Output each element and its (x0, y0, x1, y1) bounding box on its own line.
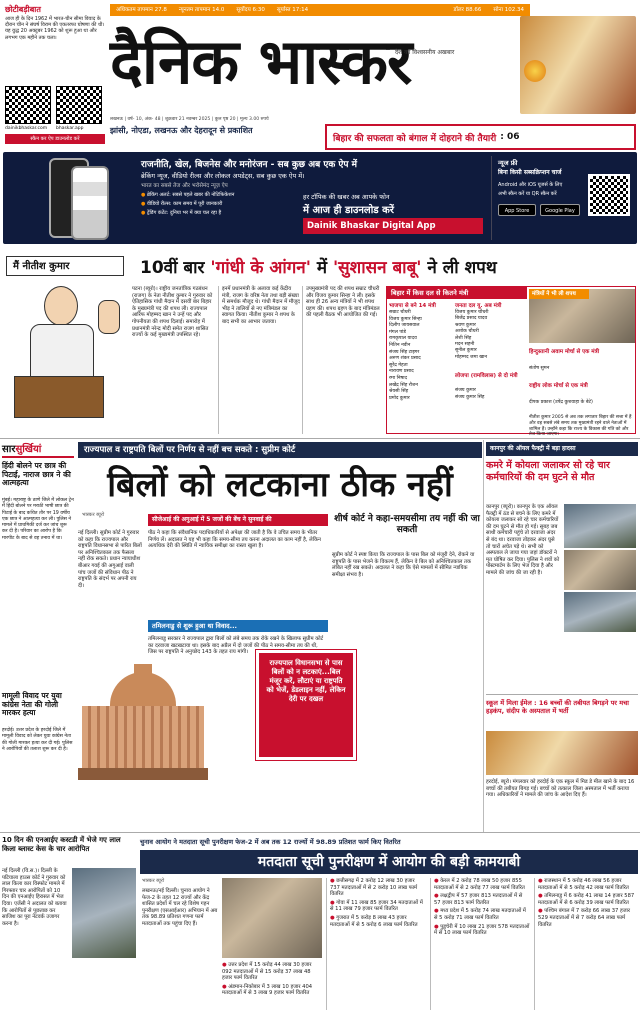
minister-name: बिजेंद्र प्रसाद यादव (455, 316, 488, 322)
cartoon-nitish (14, 280, 124, 418)
edition-label: छोटीबड़ीबात (5, 5, 41, 14)
sc-body-2: पीठ ने कहा कि संवैधानिक पदाधिकारियों से अपेक्षा की जाती है कि वे उचित समय के भीतर निर्णय लें। अदालत ने यह भी कहा कि समय-सीमा तय करना अदालत का काम नहीं है, लेकिन अत्यधिक देरी की स्थिति में न्यायिक समीक्षा का रास्ता खुला है। (148, 530, 321, 550)
election-state-list-4 (534, 878, 636, 1010)
election-state-item: ● लक्षद्वीप में 57 हजार 813 मतदाताओं में से 57 हजार 813 फार्म वितरित (434, 893, 523, 906)
weather-sunrise: सूर्योदय 6:30 (236, 7, 265, 13)
minister-name: अरुण शंकर प्रसाद (389, 356, 421, 362)
kanpur-photo-1 (564, 504, 636, 548)
cabinet-bjp-list (389, 310, 453, 432)
app-sub-2: भारत का सबसे तेज और भरोसेमंद न्यूज़ ऐप (141, 183, 228, 189)
promo-platform: Android और iOS यूजर्स के लिए (498, 182, 563, 188)
weather-strip (110, 4, 530, 16)
election-state-list-2 (326, 878, 426, 1010)
election-state-item: ● पुडुचेरी में 10 लाख 21 हजार 578 मतदाताओं में से 10 लाख फार्म वितरित (434, 923, 530, 937)
sc-quote-box: राज्यपाल विधानसभा से पास बिलों को न लटकाएं...बिल मंजूर करें, लौटाएं या राष्ट्रपति को भेजें, डेडलाइन नहीं, लेकिन देरी पर दखल (256, 650, 356, 760)
lead-headline (140, 254, 636, 282)
kanpur-photo-2 (564, 550, 636, 590)
divider-1 (0, 438, 640, 439)
delhi-blast-headline: 10 दिन की एनआईए कस्टडी में भेजे गए लाल किला ब्लास्ट केस के चार आरोपित (2, 836, 121, 853)
minister-name: श्रेयसी सिंह (389, 389, 409, 395)
cabinet-box (386, 286, 636, 438)
election-state-item: ● केरल में 2 करोड़ 78 लाख 50 हजार 855 मतदाताओं में से 2 करोड़ 77 लाख फार्म वितरित (434, 878, 525, 891)
masthead (0, 0, 640, 152)
sc-headline: बिलों को लटकाना ठीक नहीं (107, 465, 453, 505)
kanpur-headline: कमरे में कोयला जलाकर सो रहे चार कर्मचारियों की दम घुटने से मौत (486, 460, 610, 483)
promo-right-panel (491, 156, 633, 240)
promo-free-sub: बिना किसी सब्सक्रिप्शन चार्ज (498, 169, 562, 176)
front-banner[interactable] (325, 124, 636, 150)
sar-item-1-headline: हिंदी बोलने पर छात्र की पिटाई, नाराज छात्र ने की आत्महत्या (2, 461, 71, 488)
supreme-court-illustration (78, 672, 208, 782)
election-story (140, 834, 638, 1013)
qr-code-2[interactable] (56, 86, 102, 124)
minister-name: सुरेंद्र मेहता (389, 362, 408, 368)
minister-name: दिलीप जायसवाल (389, 323, 420, 329)
minister-name: नितिन नवीन (389, 342, 411, 348)
minister-name: लेशी सिंह (455, 335, 472, 341)
app-promo[interactable] (3, 152, 637, 244)
sc-kicker: राज्यपाल व राष्ट्रपति बिलों पर निर्णय से नहीं बच सकते : सुप्रीम कोर्ट (78, 442, 482, 458)
lead-col-1: पटना (ब्यूरो)। राष्ट्रीय जनतांत्रिक गठबंधन (राजग) के नेता नीतीश कुमार ने गुरुवार को ऐतिहासिक गांधी मैदान में दसवीं बार बिहार के मुख्यमंत्री पद की शपथ ली। राज्यपाल आरिफ मोहम्मद खान ने उन्हें पद और गोपनीयता की शपथ दिलाई। समारोह में प्रधानमंत्री नरेन्द्र मोदी समेत राजग शासित राज्यों के कई मुख्यमंत्री उपस्थित रहे। (132, 286, 213, 339)
promo-qr-code[interactable] (588, 174, 630, 216)
lead-headline-pre: 10वीं बार (140, 258, 205, 278)
minister-name: अशोक चौधरी (455, 329, 479, 335)
kanpur-story (486, 440, 638, 694)
cartoon-caption: मैं नीतीश कुमार (6, 256, 124, 276)
election-state-item: ● गोवा में 11 लाख 85 हजार 34 मतदाताओं में से 11 लाख 79 हजार फार्म वितरित (330, 899, 423, 913)
app-feature-1: ● ब्रेकिंग अलर्ट: सबसे पहले खबर की नोटिफिकेशन (141, 192, 235, 198)
lead-story (0, 246, 640, 438)
sc-byline: भास्कर ब्यूरो (82, 512, 105, 518)
divider-col-right (483, 440, 484, 832)
sar-label-1: सार (2, 444, 16, 455)
app-headline: राजनीति, खेल, बिजनेस और मनोरंजन - सब कुछ अब एक ऐप में (141, 160, 357, 170)
app-cta-big: में आज ही डाउनलोड करें (303, 205, 394, 216)
rate-gold: सोना 102.34 (493, 7, 524, 13)
weather-max-temp: अधिकतम तापमान 27.8 (116, 7, 167, 13)
cabinet-rlm-list: दीपक प्रकाश (उपेंद्र कुशवाहा के बेटे) (529, 400, 593, 405)
minister-name: मोहम्मद जमा खान (455, 354, 488, 360)
minister-name: रमा निषाद (389, 375, 408, 381)
google-play-button[interactable]: Google Play (540, 204, 580, 216)
rate-dollar: डॉलर 88.66 (453, 7, 482, 13)
cabinet-photo-caption: मंत्रियों ने भी ली शपथ (529, 289, 589, 299)
minister-name: श्रवण कुमार (455, 322, 476, 328)
app-sub-1: ब्रेकिंग न्यूज, वीडियो रील्स और लोकल अपडेट्स, सब कुछ एक ऐप में। (141, 172, 305, 180)
lead-headline-q1: 'गांधी के आंगन' (210, 258, 311, 278)
lead-headline-mid: में (316, 258, 328, 278)
cities-line: झांसी, नोएडा, लखनऊ और देहरादून से प्रकाशित (110, 126, 253, 135)
sar-item-2-headline: मामूली विवाद पर युवा कांग्रेस नेता की गोली मारकर हत्या (2, 691, 62, 718)
cabinet-ham-title: हिन्दुस्तानी अवाम मोर्चा से एक मंत्री (529, 349, 600, 355)
election-kicker: चुनाव आयोग ने मतदाता सूची पुनरीक्षण फेज-2 में अब तक 12 राज्यों में 98.89 प्रतिशत फार्म किए वितरित (140, 838, 401, 846)
sar-label-2: सुर्खियां (15, 444, 42, 455)
cabinet-bjp-title: भाजपा से बने 14 मंत्री (389, 303, 436, 309)
top-left-blurb: आज ही के दिन 1962 में भारत-चीन सीमा विवाद के दौरान चीन ने संघर्ष विराम की एकतरफा घोषणा की थी। यह युद्ध 20 अक्टूबर 1962 को शुरू हुआ था और लगभग एक महीने तक चला। (5, 16, 105, 41)
sc-sub-red: सीजेआई की अगुआई में 5 जजों की बेंच ने सुनवाई की (148, 514, 328, 526)
minister-name: मदन सहनी (455, 342, 475, 348)
sc-side-headline: शीर्ष कोर्ट ने कहा-समयसीमा तय नहीं की जा सकती (334, 514, 480, 535)
school-story (486, 694, 638, 832)
kanpur-body: कानपुर (ब्यूरो)। कानपुर के एक ऑयल फैक्ट्री में ठंड से बचने के लिए कमरे में कोयला जलाकर सो रहे चार कर्मचारियों की दम घुटने से मौत हो गई। सुबह जब साथी कर्मचारी पहुंचे तो दरवाजा अंदर से बंद था। दरवाजा तोड़कर अंदर घुसे तो चारों अचेत पड़े थे। सभी को अस्पताल ले जाया गया जहां डॉक्टरों ने मृत घोषित कर दिया। पुलिस ने शवों को पोस्टमार्टम के लिए भेज दिया है और मामले की जांच की जा रही है। (486, 504, 560, 576)
delhi-blast-story (0, 834, 138, 1013)
weather-min-temp: न्यूनतम तापमान 14.0 (178, 7, 225, 13)
sar-item-1-body: मुंबई। महाराष्ट्र के ठाणे जिले में लोकल ट्रेन में हिंदी बोलने पर मराठी भाषी छात्र की पिटाई के बाद कथित तौर पर 19 वर्षीय एक छात्र ने आत्महत्या कर ली। पुलिस ने मामले में प्राथमिकी दर्ज कर जांच शुरू कर दी है। परिवार का आरोप है कि मारपीट के बाद से वह तनाव में था। (2, 498, 74, 541)
election-body-1: लखनऊ/नई दिल्ली। चुनाव आयोग ने फेज-2 के तहत 12 राज्यों और केंद्र शासित प्रदेशों में चल रहे विशेष गहन पुनरीक्षण (एसआईआर) अभियान में अब तक 98.89 प्रतिशत गणना फार्म मतदाताओं तक पहुंचा दिए हैं। (142, 888, 218, 927)
app-feature-2: ● वीडियो रील्स: काम समय में पूरी जानकारी (141, 201, 223, 207)
weather-sunset: सूर्यास्त 17:14 (276, 7, 309, 13)
minister-name: रामकृपाल यादव (389, 336, 417, 342)
cabinet-ljp-title: लोजपा (रामविलास) से दो मंत्री (455, 373, 518, 379)
promo-scan: अभी स्कैन करें या QR स्कैन करें (498, 191, 557, 197)
flower-icon (524, 60, 546, 82)
issue-line: लखनऊ | वर्ष- 10, अंक- 48 | शुक्रवार 21 नवम्बर 2025 | कुल पृष्ठ 20 | मूल्य 3.00 रुपये (110, 117, 269, 122)
election-state-item: ● मध्य प्रदेश में 5 करोड़ 74 लाख मतदाताओं में से 5 करोड़ 71 लाख फार्म वितरित (434, 908, 526, 921)
front-banner-page: : 06 (500, 132, 520, 142)
minister-name: विजय कुमार सिन्हा (389, 316, 422, 322)
minister-name: नारायण प्रसाद (389, 369, 414, 375)
cabinet-jdu-title: जनता दल यू. अब मंत्री (455, 303, 502, 309)
election-state-item: ● उत्तर प्रदेश में 15 करोड़ 44 लाख 30 हजार 092 मतदाताओं में से 15 करोड़ 37 लाख 48 हजार फार्म वितरित (222, 962, 312, 982)
election-state-item: ● गुजरात में 5 करोड़ 8 लाख 43 हजार मतदाताओं में से 5 करोड़ 6 लाख फार्म वितरित (330, 914, 418, 928)
delhi-blast-photo (72, 868, 136, 958)
lead-col-2: इनमें प्रधानमंत्री के अलावा कई केंद्रीय मंत्री, राजग के वरिष्ठ नेता तथा बड़ी संख्या में समर्थक मौजूद थे। गांधी मैदान में मौजूद भीड़ ने तालियों से नए मंत्रिमंडल का स्वागत किया। नीतीश कुमार ने शपथ के बाद सभी का आभार जताया। (218, 286, 300, 434)
election-state-item: ● पश्चिम बंगाल में 7 करोड़ 66 लाख 37 हजार 529 मतदाताओं में से 7 करोड़ 64 लाख फार्म वितरित (538, 908, 631, 928)
cabinet-rlm-title: राष्ट्रीय लोक मोर्चा से एक मंत्री (529, 383, 588, 389)
cabinet-jdu-list (455, 310, 527, 370)
election-state-item: ● राजस्थान में 5 करोड़ 46 लाख 56 हजार मतदाताओं में से 5 करोड़ 42 लाख फार्म वितरित (538, 878, 629, 891)
minister-name: संजय कुमार सिंह (455, 394, 485, 400)
election-byline: भास्कर ब्यूरो (142, 878, 165, 884)
tagline: देश का विश्वसनीय अखबार (395, 49, 455, 56)
sar-item-2-body: हरदोई। उत्तर प्रदेश के हरदोई जिले में मामूली विवाद को लेकर युवा कांग्रेस नेता की गोली मारकर हत्या कर दी गई। पुलिस ने आरोपियों की तलाश शुरू कर दी है। (2, 728, 73, 752)
election-headline: मतदाता सूची पुनरीक्षण में आयोग की बड़ी कामयाबी (140, 850, 638, 874)
qr-code-1[interactable] (5, 86, 51, 124)
newspaper-title[interactable]: दैनिक भास्कर (110, 25, 412, 98)
minister-name: विजय कुमार चौधरी (455, 310, 489, 315)
school-photo (486, 731, 638, 775)
cabinet-title: बिहार में किस दल से कितने मंत्री (387, 287, 527, 299)
sc-body-3: तमिलनाडु सरकार ने राज्यपाल द्वारा बिलों को लंबे समय तक रोके रखने के खिलाफ सुप्रीम कोर्ट का दरवाजा खटखटाया था। इसके बाद अप्रैल में दो जजों की पीठ ने समय-सीमा तय की थी, जिस पर राष्ट्रपति ने अनुच्छेद 143 के तहत राय मांगी। (148, 636, 324, 656)
lead-headline-q2: 'सुशासन बाबू' (332, 258, 422, 278)
cabinet-ham-list: संतोष सुमन (529, 366, 550, 371)
phone-mockup-2 (71, 166, 109, 240)
election-state-item: ● छत्तीसगढ़ में 2 करोड़ 12 लाख 30 हजार 737 मतदाताओं में से 2 करोड़ 10 लाख फार्म वितरित (330, 878, 418, 898)
minister-name: मंगल पांडे (389, 329, 406, 335)
cabinet-ljp-list (455, 388, 527, 408)
app-cta-brand[interactable]: Dainik Bhaskar Digital App (303, 218, 483, 234)
sar-surkhiyan (0, 440, 76, 832)
election-photo (222, 878, 322, 958)
app-feature-3: ● ट्रेंडिंग कंटेंट: दुनिया भर में क्या चल रहा है (141, 210, 222, 216)
minister-name: सुनील कुमार (455, 348, 477, 354)
sc-story (78, 440, 482, 832)
sar-surkhiyan-label (2, 442, 74, 458)
election-state-list-1 (222, 962, 322, 1010)
kanpur-kicker: कानपुर की ऑयल फैक्ट्री में बड़ा हादसा (486, 442, 638, 456)
qr-site-2[interactable]: bhaskar.app (56, 126, 84, 131)
minister-name: संजय कुमार (455, 388, 476, 393)
lead-headline-post: ने ली शपथ (427, 258, 497, 278)
school-headline: स्कूल में मिला ईमेल : 16 बच्चों की तबीयत बिगड़ने पर मचा हड़कंप, संदीप के अस्पताल में भर्ती (486, 699, 629, 715)
election-state-item: ● अंडमान-निकोबार में 3 लाख 10 हजार 404 मतदाताओं में से 3 लाख 9 हजार फार्म वितरित (222, 983, 313, 997)
app-cta-small: हर टॉपिक की खबर अब आपके फोन (303, 193, 390, 201)
app-store-button[interactable]: App Store (498, 204, 536, 216)
election-state-item: ● तमिलनाडु में 6 करोड़ 41 लाख 14 हजार 587 मतदाताओं में से 6 करोड़ 39 लाख फार्म वितरित (538, 893, 635, 906)
delhi-blast-body: नई दिल्ली (वि.स.)। दिल्ली के पटियाला हाउस कोर्ट ने गुरुवार को लाल किला कार विस्फोट मामले में गिरफ्तार चार आरोपितों को 10 दिन की एनआईए हिरासत में भेज दिया। एजेंसी ने अदालत को बताया कि आरोपितों से पूछताछ कर साजिश का पूरा नेटवर्क उजागर करना है। (2, 868, 67, 927)
minister-name: संजय सिंह टाइगर (389, 349, 420, 355)
minister-name: लखेंद्र सिंह रौशन (389, 382, 418, 388)
minister-name: प्रमोद कुमार (389, 395, 410, 401)
kanpur-photo-3 (564, 592, 636, 632)
sc-sub-blue: तमिलनाडु से शुरू हुआ था विवाद... (148, 620, 328, 632)
election-state-list-3 (430, 878, 530, 1010)
qr-caption: स्कैन कर ऐप डाउनलोड करें (5, 134, 105, 144)
promo-free-title: न्यूज फ्री (498, 159, 518, 167)
lead-col-3: उपमुख्यमंत्री पद की शपथ सम्राट चौधरी और विजय कुमार सिन्हा ने ली। इसके साथ ही 26 अन्य मंत्रियों ने भी शपथ ग्रहण की। शपथ ग्रहण के बाद मंत्रिमंडल की पहली बैठक भी आयोजित की गई। (302, 286, 384, 434)
minister-name: सम्राट चौधरी (389, 310, 411, 315)
sc-side-body: सुप्रीम कोर्ट ने स्पष्ट किया कि राज्यपाल के पास बिल को मंजूरी देने, रोकने या राष्ट्रपति के पास भेजने के विकल्प हैं, लेकिन वे बिल को अनिश्चितकाल तक लंबित नहीं रख सकते। अदालत ने कहा कि ऐसे मामलों में सीमित न्यायिक समीक्षा संभव है। (332, 552, 475, 578)
school-body: हरदोई, ब्यूरो। मंगलवार को हरदोई के एक स्कूल में मिड डे मील खाने के बाद 16 बच्चों की तबीयत बिगड़ गई। बच्चों को तत्काल जिला अस्पताल में भर्ती कराया गया। अधिकारियों ने मामले की जांच के आदेश दिए हैं। (486, 779, 635, 799)
qr-site-1[interactable]: dainikbhaskar.com (5, 126, 48, 131)
lead-col-4: नीतीश कुमार 2005 से अब तक लगातार बिहार की सत्ता में हैं और वह सबसे लंबे समय तक मुख्यमंत्री रहने वाले नेताओं में शामिल हैं। उन्होंने कहा कि राज्य के विकास की गति को और तेज किया जाएगा। (529, 415, 632, 438)
divider-2 (0, 832, 640, 833)
sc-body-1: नई दिल्ली। सुप्रीम कोर्ट ने गुरुवार को कहा कि राज्यपाल और राष्ट्रपति विधानसभा से पारित बिलों पर अनिश्चितकाल तक फैसला नहीं रोक सकते। प्रधान न्यायाधीश बीआर गवई की अगुआई वाली पांच जजों की संविधान पीठ ने राष्ट्रपति के संदर्भ पर अपनी राय दी। (78, 530, 142, 589)
front-banner-label: बिहार की सफलता को बंगाल में दोहराने की तैयारी (333, 133, 497, 144)
